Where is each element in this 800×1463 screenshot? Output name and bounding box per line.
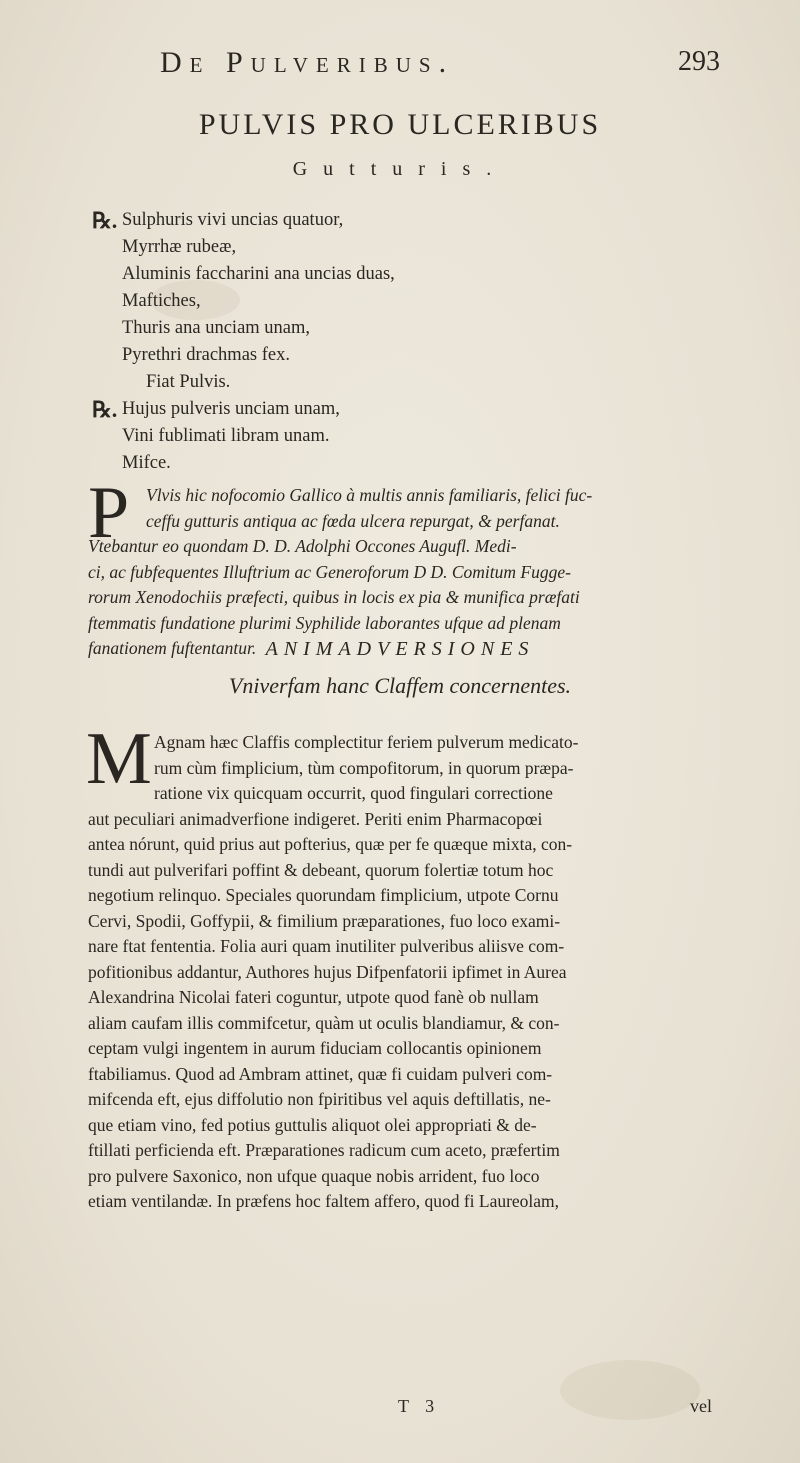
drop-cap: M [86, 718, 152, 800]
recipe-line: Sulphuris vivi uncias quatuor, [122, 210, 344, 230]
section-subheading: Vniverfam hanc Claffem concernentes. [228, 673, 572, 698]
text-line: que etiam vino, fed potius guttulis aliquot olei appropriati & de- [88, 1114, 537, 1135]
drop-cap: P [88, 472, 130, 554]
text-line: rorum Xenodochiis præfecti, quibus in locis ex pia & munifica præfati [88, 587, 580, 607]
text-line: Agnam hæc Claffis complectitur feriem pulverum medicato- [154, 732, 579, 752]
chapter-title: PULVIS PRO ULCERIBUS [198, 108, 602, 141]
text-line: pofitionibus addantur, Authores hujus Difpenfatorii ipfimet in Aurea [88, 961, 567, 982]
text-line: ceffu gutturis antiqua ac fœda ulcera repurgat, & perfanat. [146, 510, 560, 531]
recipe-line: Mifce. [122, 453, 171, 473]
recipe-line: Maftiches, [122, 291, 201, 311]
text-line: ftabiliamus. Quod ad Ambram attinet, quæ fi cuidam pulveri com- [88, 1063, 553, 1084]
running-head [160, 46, 720, 86]
paragraph-2 [88, 730, 736, 1215]
running-head-title: De Pulveribus. [160, 46, 455, 79]
text-line: ratione vix quicquam occurrit, quod fingulari correctione [154, 783, 553, 803]
text-line: pro pulvere Saxonico, non ufque quaque nobis arrident, fuo loco [88, 1165, 540, 1186]
recipe-line: Aluminis faccharini ana uncias duas, [122, 264, 395, 284]
text-line: Vlvis hic nofocomio Gallico à multis annis familiaris, felici fuc- [146, 485, 593, 505]
text-line: aut peculiari animadverfione indigeret. Periti enim Pharmacopœi [88, 808, 543, 829]
text-line: rum cùm fimplicium, tùm compofitorum, in quorum præpa- [154, 757, 574, 778]
text-line: negotium relinquo. Speciales quorundam fimplicium, utpote Cornu [88, 885, 559, 905]
text-line: Cervi, Spodii, Goffypii, & fimilium præparationes, fuo loco exami- [88, 910, 561, 931]
catchword: vel [690, 1396, 712, 1416]
recipe-line: Hujus pulveris unciam unam, [122, 399, 340, 419]
paragraph-1 [88, 483, 736, 662]
recipe-symbol: ℞. [92, 208, 118, 233]
recipe-line: Vini fublimati libram unam. [122, 426, 330, 446]
text-line: ftemmatis fundatione plurimi Syphilide laborantes ufque ad plenam [88, 612, 561, 633]
text-line: tundi aut pulverifari poffint & debeant, quorum folertiæ totum hoc [88, 859, 554, 880]
recipe-symbol: ℞. [92, 397, 118, 422]
paper-stain [560, 1360, 700, 1420]
text-line: nare ftat fententia. Folia auri quam inutiliter pulveribus aliisve com- [88, 936, 565, 956]
signature-mark: T 3 [398, 1396, 441, 1416]
text-line: ci, ac fubfequentes Illuftrium ac Generoforum D D. Comitum Fugge- [88, 561, 571, 582]
text-line: etiam ventilandæ. In præfens hoc faltem affero, quod fi Laureolam, [88, 1191, 560, 1211]
text-line: mifcenda eft, ejus diffolutio non fpiritibus vel aquis deftillatis, ne- [88, 1089, 551, 1109]
page-number: 293 [678, 46, 720, 77]
recipe-line: Pyrethri drachmas fex. [122, 345, 290, 365]
chapter-subtitle: Gutturis. [292, 158, 508, 180]
text-line: antea nórunt, quid prius aut pofterius, quæ per fe quæque mixta, con- [88, 834, 573, 854]
text-line: Vtebantur eo quondam D. D. Adolphi Occones Augufl. Medi- [88, 536, 517, 556]
text-line: fanationem fuftentantur. [88, 638, 257, 658]
recipe-line: Myrrhæ rubeæ, [122, 237, 237, 257]
recipe-line: Fiat Pulvis. [146, 372, 231, 392]
text-line: ftillati perficienda eft. Præparationes radicum cum aceto, præfertim [88, 1140, 560, 1160]
section-heading: ANIMADVERSIONES [265, 638, 535, 660]
text-line: Alexandrina Nicolai fateri coguntur, utpote quod fanè ob nullam [88, 987, 539, 1007]
text-line: ceptam vulgi ingentem in aurum fiduciam collocantis opinionem [88, 1038, 542, 1058]
recipe-line: Thuris ana unciam unam, [122, 318, 311, 338]
text-line: aliam caufam illis commifcetur, quàm ut oculis blandiamur, & con- [88, 1012, 560, 1033]
